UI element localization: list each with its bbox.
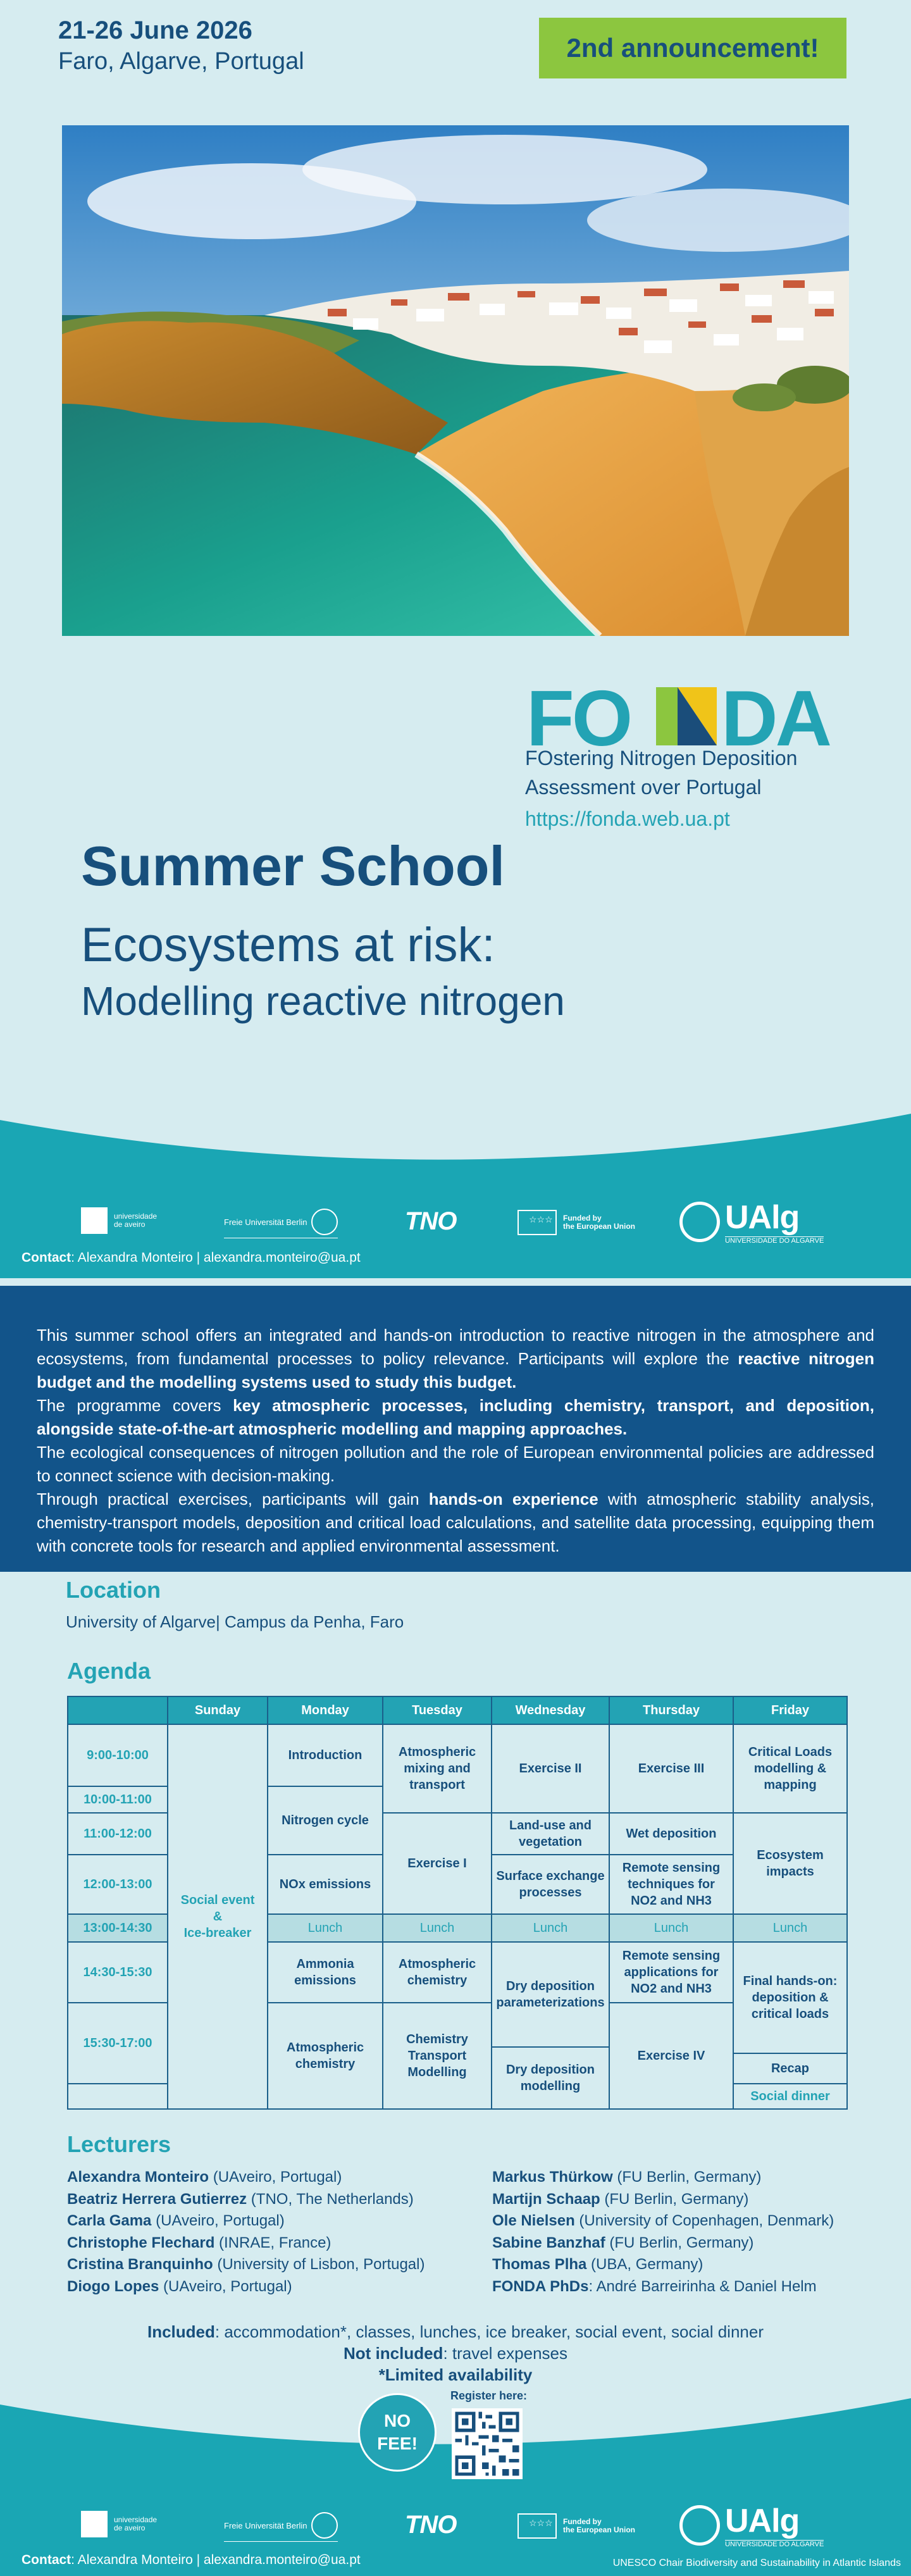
session-cell: Atmospheric chemistry (268, 2003, 383, 2109)
no-fee-badge (358, 2393, 437, 2472)
lunch-cell: Lunch (609, 1914, 733, 1942)
subtitle-line1: Ecosystems at risk: (81, 918, 495, 972)
lecturer-entry (492, 2254, 834, 2276)
intro-band (0, 1286, 911, 1572)
lecturer-name: Cristina Branquinho (67, 2256, 213, 2273)
intro-p2-bold: key atmospheric processes, including chemistry, transport, and deposition, alongside state-of-the-art atmospheric modelling and mapping approaches. (37, 1396, 875, 1438)
session-cell: Exercise I (383, 1813, 492, 1914)
day-header: Tuesday (383, 1696, 492, 1724)
fu-berlin-text: Freie Universität Berlin (224, 1217, 307, 1227)
session-cell: Recap (733, 2053, 847, 2084)
contact-label: Contact (22, 2553, 71, 2567)
lecturer-affiliation: (INRAE, France) (214, 2234, 332, 2251)
aveiro-mark-icon (81, 1207, 108, 1234)
lecturer-entry (67, 2210, 425, 2232)
lecturer-affiliation: (FU Berlin, Germany) (612, 2168, 762, 2186)
included-label: Included (147, 2322, 215, 2341)
lecturer-affiliation: (University of Copenhagen, Denmark) (574, 2212, 834, 2229)
session-cell: Exercise III (609, 1724, 733, 1813)
lecturer-name: Beatriz Herrera Gutierrez (67, 2190, 247, 2208)
ualg-mark-icon (679, 1202, 720, 1242)
intro-paragraph-1 (37, 1324, 874, 1394)
announcement-badge: 2nd announcement! (539, 18, 846, 78)
aveiro-line2: de aveiro (114, 2523, 146, 2532)
intro-paragraph-2 (37, 1394, 874, 1441)
event-date: 21-26 June 2026 (58, 16, 252, 44)
intro-p2-text: The programme covers (37, 1396, 233, 1415)
lecturer-entry (67, 2254, 425, 2276)
social-dinner-cell: Social dinner (733, 2084, 847, 2109)
contact-line-bottom (22, 2553, 361, 2568)
day-header: Thursday (609, 1696, 733, 1724)
lunch-cell: Lunch (492, 1914, 609, 1942)
eu-line1: Funded by (563, 2517, 602, 2526)
lunch-cell: Lunch (268, 1914, 383, 1942)
ualg-wordmark: UAlg (725, 2503, 800, 2539)
time-cell: 12:00-13:00 (68, 1855, 168, 1914)
sunday-session: Social event & Ice-breaker (168, 1724, 268, 2109)
lecturers-heading: Lecturers (67, 2131, 171, 2157)
fonda-logo-mark (526, 682, 836, 753)
eu-logo (517, 1210, 635, 1235)
lecturer-name: Christophe Flechard (67, 2234, 215, 2251)
location-text: University of Algarve| Campus da Penha, Faro (66, 1612, 404, 1631)
lecturer-affiliation: (TNO, The Netherlands) (247, 2190, 414, 2208)
lecturer-affiliation: (UAveiro, Portugal) (151, 2212, 285, 2229)
lecturers-left-column (67, 2167, 425, 2298)
intro-p1-bold: reactive nitrogen budget and the modelling systems used to study this budget. (37, 1349, 875, 1391)
session-cell: Atmospheric chemistry (383, 1942, 492, 2003)
fonda-subtitle-line2: Assessment over Portugal (525, 776, 762, 799)
lecturer-affiliation: (UAveiro, Portugal) (159, 2277, 292, 2295)
fu-berlin-logo (224, 2512, 338, 2542)
eu-flag-icon: ☆☆☆ (517, 1210, 557, 1235)
session-cell: Surface exchange processes (492, 1855, 609, 1914)
ualg-mark-icon (679, 2505, 720, 2546)
fonda-subtitle-line1: FOstering Nitrogen Deposition (525, 747, 798, 769)
intro-p1-text: This summer school offers an integrated and hands-on introduction to reactive nitrogen in the atmosphere and ecosystems, from fundamental processes to policy relevance. Participants will explore the (37, 1326, 874, 1368)
day-header: Monday (268, 1696, 383, 1724)
lecturer-entry (492, 2276, 834, 2298)
lecturer-affiliation: (FU Berlin, Germany) (600, 2190, 749, 2208)
not-included-label: Not included (344, 2344, 443, 2363)
time-cell: 15:30-17:00 (68, 2003, 168, 2084)
time-cell: 13:00-14:30 (68, 1914, 168, 1942)
aveiro-logo (81, 1207, 157, 1234)
agenda-header-row (68, 1696, 847, 1724)
session-cell: Ammonia emissions (268, 1942, 383, 2003)
contact-text: : Alexandra Monteiro | alexandra.monteiro@ua.pt (71, 1250, 361, 1265)
ualg-logo (679, 2502, 824, 2549)
eu-logo (517, 2513, 635, 2539)
day-header: Sunday (168, 1696, 268, 1724)
lecturer-name: Markus Thürkow (492, 2168, 613, 2186)
lecturer-name: Martijn Schaap (492, 2190, 600, 2208)
day-header: Wednesday (492, 1696, 609, 1724)
agenda-corner-cell (68, 1696, 168, 1724)
limited-text: *Limited availability (378, 2365, 533, 2384)
aveiro-line2: de aveiro (114, 1220, 146, 1229)
event-place: Faro, Algarve, Portugal (58, 48, 304, 75)
session-cell: Exercise IV (609, 2003, 733, 2109)
lecturer-affiliation: (FU Berlin, Germany) (605, 2234, 754, 2251)
session-cell: Dry deposition modelling (492, 2047, 609, 2109)
page-title: Summer School (81, 835, 505, 897)
hero-image (62, 125, 849, 636)
ualg-wordmark: UAlg (725, 1199, 800, 1236)
fu-berlin-logo (224, 1209, 338, 1238)
eu-line2: the European Union (563, 1222, 635, 1231)
eu-flag-icon: ☆☆☆ (517, 2513, 557, 2539)
agenda-table (67, 1696, 848, 2110)
aveiro-line1: universidade (114, 2515, 158, 2524)
register-label: Register here: (450, 2389, 528, 2402)
subtitle-line2: Modelling reactive nitrogen (81, 978, 565, 1024)
ualg-subtitle: UNIVERSIDADE DO ALGARVE (725, 1237, 824, 1245)
lecturer-name: Ole Nielsen (492, 2212, 575, 2229)
included-block (0, 2321, 911, 2386)
intro-paragraph-4 (37, 1488, 874, 1558)
lecturer-name: FONDA PhDs (492, 2277, 589, 2295)
lunch-cell: Lunch (733, 1914, 847, 1942)
lecturer-entry (492, 2232, 834, 2255)
no-fee-line2: FEE! (377, 2434, 418, 2453)
lecturer-entry (492, 2189, 834, 2211)
lecturer-entry (492, 2167, 834, 2189)
lecturer-name: Diogo Lopes (67, 2277, 159, 2295)
eu-line2: the European Union (563, 2525, 635, 2534)
tno-logo: TNO (405, 2511, 457, 2539)
contact-label: Contact (22, 1250, 71, 1265)
time-cell: 11:00-12:00 (68, 1813, 168, 1855)
time-cell: 9:00-10:00 (68, 1724, 168, 1786)
tno-logo: TNO (405, 1207, 457, 1235)
agenda-heading: Agenda (67, 1658, 151, 1684)
empty-time-cell (68, 2084, 168, 2109)
svg-text:FO: FO (526, 682, 631, 753)
lecturer-name: Sabine Banzhaf (492, 2234, 605, 2251)
contact-line-top (22, 1250, 361, 1266)
fu-berlin-seal-icon (311, 1209, 338, 1235)
fonda-logo (526, 682, 836, 753)
partner-logos-bottom (0, 2503, 911, 2556)
session-cell: Wet deposition (609, 1813, 733, 1855)
agenda-row (68, 1724, 847, 1786)
session-cell: Introduction (268, 1724, 383, 1786)
lecturer-affiliation: (University of Lisbon, Portugal) (213, 2256, 425, 2273)
lecturer-entry (492, 2210, 834, 2232)
time-cell: 14:30-15:30 (68, 1942, 168, 2003)
lecturer-entry (67, 2276, 425, 2298)
lecturer-affiliation: : André Barreirinha & Daniel Helm (588, 2277, 817, 2295)
lecturer-affiliation: (UAveiro, Portugal) (209, 2168, 342, 2186)
svg-text:DA: DA (721, 682, 830, 753)
aveiro-logo (81, 2511, 157, 2537)
session-cell: Remote sensing techniques for NO2 and NH3 (609, 1855, 733, 1914)
ualg-logo (679, 1198, 824, 1245)
contact-text: : Alexandra Monteiro | alexandra.monteiro@ua.pt (71, 2553, 361, 2567)
session-cell: Land-use and vegetation (492, 1813, 609, 1855)
no-fee-line1: NO (384, 2411, 411, 2430)
session-cell: Final hands-on: deposition & critical loads (733, 1942, 847, 2053)
fu-berlin-text: Freie Universität Berlin (224, 2520, 307, 2530)
aveiro-line1: universidade (114, 1212, 158, 1221)
lecturer-entry (67, 2167, 425, 2189)
eu-line1: Funded by (563, 1214, 602, 1223)
fonda-website-link[interactable]: https://fonda.web.ua.pt (525, 807, 730, 830)
intro-p4-text: Through practical exercises, participants will gain (37, 1490, 429, 1509)
included-line (0, 2321, 911, 2343)
intro-p4-bold: hands-on experience (428, 1490, 598, 1509)
register-qr-code[interactable] (452, 2408, 523, 2479)
session-cell: NOx emissions (268, 1855, 383, 1914)
session-cell: Dry deposition parameterizations (492, 1942, 609, 2047)
session-cell: Chemistry Transport Modelling (383, 2003, 492, 2109)
included-text: : accommodation*, classes, lunches, ice breaker, social event, social dinner (214, 2322, 764, 2341)
coastline-illustration (62, 125, 849, 636)
session-cell: Critical Loads modelling & mapping (733, 1724, 847, 1813)
lecturer-name: Alexandra Monteiro (67, 2168, 209, 2186)
ualg-subtitle: UNIVERSIDADE DO ALGARVE (725, 2541, 824, 2548)
aveiro-mark-icon (81, 2511, 108, 2537)
lecturer-name: Carla Gama (67, 2212, 152, 2229)
not-included-text: : travel expenses (443, 2344, 567, 2363)
fu-berlin-seal-icon (311, 2512, 338, 2539)
lecturer-affiliation: (UBA, Germany) (586, 2256, 703, 2273)
session-cell: Ecosystem impacts (733, 1813, 847, 1914)
intro-paragraph-3: The ecological consequences of nitrogen pollution and the role of European environmental policies are addressed to connect science with decision-making. (37, 1443, 874, 1485)
day-header: Friday (733, 1696, 847, 1724)
intro-p4-text-end: with atmospheric stability analysis, chemistry-transport models, deposition and critical load calculations, and satellite data processing, equipping them with concrete tools for research and applied environmental assessment. (37, 1490, 874, 1555)
lecturers-right-column (492, 2167, 834, 2298)
session-cell: Atmospheric mixing and transport (383, 1724, 492, 1813)
lecturer-entry (67, 2232, 425, 2255)
time-cell: 10:00-11:00 (68, 1786, 168, 1813)
session-cell: Remote sensing applications for NO2 and NH3 (609, 1942, 733, 2003)
session-cell: Exercise II (492, 1724, 609, 1813)
limited-availability (0, 2364, 911, 2386)
session-cell: Nitrogen cycle (268, 1786, 383, 1855)
lecturer-name: Thomas Plha (492, 2256, 587, 2273)
qr-code-icon (452, 2408, 523, 2479)
lecturer-entry (67, 2189, 425, 2211)
not-included-line (0, 2343, 911, 2364)
location-heading: Location (66, 1577, 161, 1603)
lunch-cell: Lunch (383, 1914, 492, 1942)
unesco-chair-credit: UNESCO Chair Biodiversity and Sustainability in Atlantic Islands (612, 2558, 901, 2568)
partner-logos-top (0, 1199, 911, 1253)
